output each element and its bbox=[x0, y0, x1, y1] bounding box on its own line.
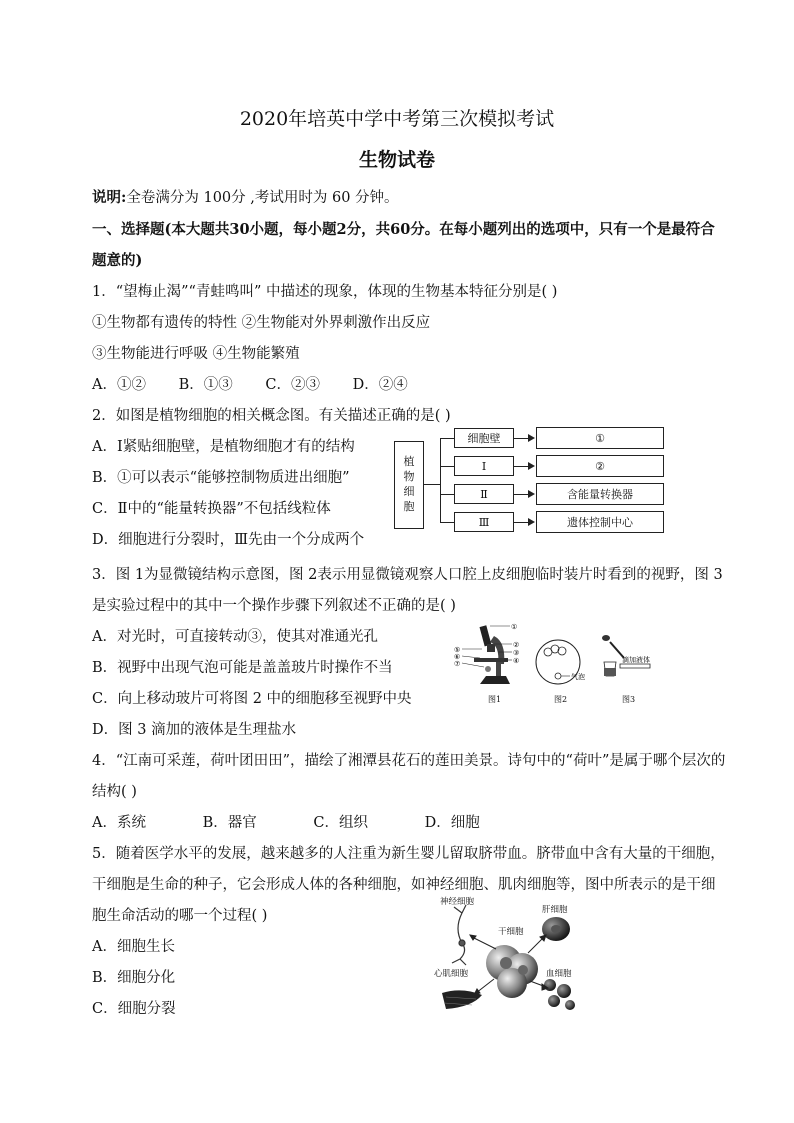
diagram-root-box bbox=[394, 441, 424, 529]
q2-option-d[interactable]: D．细胞进行分裂时，Ⅲ先由一个分成两个 bbox=[92, 532, 365, 548]
q3-option-a[interactable]: A．对光时，可直接转动③，使其对准通光孔 bbox=[92, 629, 378, 645]
diagram-mid-box: Ⅰ bbox=[454, 456, 514, 476]
q5-stem: 5．随着医学水平的发展，越来越多的人注重为新生婴儿留取脐带血。脐带血中含有大量的干细胞， bbox=[92, 846, 725, 862]
connector bbox=[440, 466, 454, 467]
microscope-mark: ⑥ bbox=[454, 653, 461, 661]
root-char: 细 bbox=[403, 485, 415, 498]
q1-option-c[interactable]: C．②③ bbox=[265, 377, 320, 393]
root-char: 胞 bbox=[403, 499, 415, 513]
q2-stem: 2．如图是植物细胞的相关概念图。有关描述正确的是( ) bbox=[92, 408, 451, 424]
q5-stem-cont: 干细胞是生命的种子，它会形成人体的各种细胞，如神经细胞、肌肉细胞等，图中所表示的是干细 bbox=[92, 877, 716, 893]
q1-option-a[interactable]: A．①② bbox=[92, 377, 146, 393]
q4-stem-cont: 结构( ) bbox=[92, 784, 137, 800]
microscope-icon bbox=[474, 625, 510, 684]
neuron-icon bbox=[452, 905, 466, 965]
connector bbox=[440, 522, 454, 523]
liver-cell-icon bbox=[542, 917, 570, 941]
q1-stem: 1．“望梅止渴”“青蛙鸣叫” 中描述的现象，体现的生物基本特征分别是( ) bbox=[92, 284, 558, 300]
q1-option-d[interactable]: D．②④ bbox=[352, 377, 408, 393]
diagram-right-box: ② bbox=[536, 455, 664, 477]
exam-note bbox=[92, 186, 399, 207]
figure-caption: 图1 bbox=[488, 695, 502, 704]
q5-stem-cont: 胞生命活动的哪一个过程( ) bbox=[92, 908, 268, 924]
neuron-label: 神经细胞 bbox=[440, 897, 475, 907]
microscope-mark: ① bbox=[511, 623, 518, 631]
q5-option-a[interactable]: A．细胞生长 bbox=[92, 939, 175, 955]
cardiac-cell-label: 心肌细胞 bbox=[434, 969, 469, 979]
exam-title: 2020年培英中学中考第三次模拟考试 bbox=[239, 108, 555, 130]
stem-cell-label: 干细胞 bbox=[498, 927, 524, 937]
section1-heading-cont: 题意的) bbox=[92, 252, 143, 269]
blood-cell-label: 血细胞 bbox=[546, 969, 572, 979]
diagram-right-box: ① bbox=[536, 427, 664, 449]
q1-statement: ①生物都有遗传的特性 ②生物能对外界刺激作出反应 bbox=[92, 315, 431, 331]
q3-stem: 3．图 1为显微镜结构示意图，图 2表示用显微镜观察人口腔上皮细胞临时装片时看到的视野，图 3 bbox=[92, 567, 723, 583]
stem-cell-differentiation-figure bbox=[432, 893, 594, 1021]
plant-cell-concept-diagram bbox=[394, 424, 666, 536]
note-label: 说明: bbox=[92, 189, 127, 206]
arrow-line bbox=[514, 466, 529, 467]
root-char: 植 bbox=[403, 455, 415, 469]
arrow-head-icon bbox=[528, 462, 535, 470]
microscope-figures bbox=[454, 622, 680, 706]
microscope-figure-svg bbox=[454, 622, 680, 692]
exam-subtitle: 生物试卷 bbox=[358, 149, 435, 171]
microscope-mark: ② bbox=[513, 641, 520, 649]
connector bbox=[424, 484, 440, 485]
figure-caption: 图3 bbox=[622, 695, 636, 704]
arrow-head-icon bbox=[528, 434, 535, 442]
connector bbox=[440, 438, 441, 522]
q2-option-b[interactable]: B．①可以表示“能够控制物质进出细胞” bbox=[92, 470, 350, 486]
diagram-mid-box: 细胞壁 bbox=[454, 428, 514, 448]
diagram-mid-box: Ⅱ bbox=[454, 484, 514, 504]
q3-option-c[interactable]: C．向上移动玻片可将图 2 中的细胞移至视野中央 bbox=[92, 691, 412, 707]
q3-option-b[interactable]: B．视野中出现气泡可能是盖盖玻片时操作不当 bbox=[92, 660, 393, 676]
liver-cell-label: 肝细胞 bbox=[542, 905, 568, 915]
q2-option-c[interactable]: C．Ⅱ中的“能量转换器”不包括线粒体 bbox=[92, 501, 331, 517]
q4-options bbox=[92, 811, 508, 832]
q5-option-c[interactable]: C．细胞分裂 bbox=[92, 1001, 176, 1017]
q2-option-a[interactable]: A．Ⅰ紧贴细胞壁，是植物细胞才有的结构 bbox=[92, 439, 355, 455]
drop-liquid-label: 滴加液体 bbox=[622, 656, 650, 664]
microscope-mark: ③ bbox=[513, 649, 520, 657]
arrow-line bbox=[514, 522, 529, 523]
bubble-label: 气泡 bbox=[571, 673, 585, 681]
figure-caption: 图2 bbox=[554, 695, 568, 704]
q1-statement: ③生物能进行呼吸 ④生物能繁殖 bbox=[92, 346, 300, 362]
connector bbox=[440, 494, 454, 495]
diagram-right-box: 含能量转换器 bbox=[536, 483, 664, 505]
stem-cell-icon bbox=[486, 945, 538, 998]
blood-cell-icon bbox=[544, 979, 575, 1010]
diagram-right-box: 遗体控制中心 bbox=[536, 511, 664, 533]
q1-option-b[interactable]: B．①③ bbox=[178, 377, 233, 393]
q3-option-d[interactable]: D．图 3 滴加的液体是生理盐水 bbox=[92, 722, 297, 738]
stem-cell-svg bbox=[432, 893, 594, 1021]
arrow-head-icon bbox=[528, 518, 535, 526]
arrow-line bbox=[514, 438, 529, 439]
q3-stem-cont: 是实验过程中的其中一个操作步骤下列叙述不正确的是( ) bbox=[92, 598, 456, 614]
q4-option-c[interactable]: C．组织 bbox=[313, 815, 368, 831]
arrow-head-icon bbox=[528, 490, 535, 498]
arrow-line bbox=[514, 494, 529, 495]
connector bbox=[440, 438, 454, 439]
q4-option-d[interactable]: D．细胞 bbox=[424, 815, 480, 831]
q4-option-a[interactable]: A．系统 bbox=[92, 815, 146, 831]
diagram-mid-box: Ⅲ bbox=[454, 512, 514, 532]
note-text: 全卷满分为 100分 ,考试用时为 60 分钟。 bbox=[126, 190, 399, 206]
q4-option-b[interactable]: B．器官 bbox=[202, 815, 257, 831]
q5-option-b[interactable]: B．细胞分化 bbox=[92, 970, 176, 986]
microscope-mark: ⑤ bbox=[454, 646, 461, 654]
q4-stem: 4．“江南可采莲，荷叶团田田”，描绘了湘潭县花石的莲田美景。诗句中的“荷叶”是属于哪个层次的 bbox=[92, 753, 726, 769]
microscope-mark: ④ bbox=[513, 657, 520, 665]
root-char: 物 bbox=[403, 470, 415, 484]
microscope-mark: ⑦ bbox=[454, 660, 461, 668]
section1-heading: 一、选择题(本大题共30小题，每小题2分，共60分。在每小题列出的选项中，只有一个是最符合 bbox=[92, 221, 715, 238]
q1-options bbox=[92, 373, 436, 394]
